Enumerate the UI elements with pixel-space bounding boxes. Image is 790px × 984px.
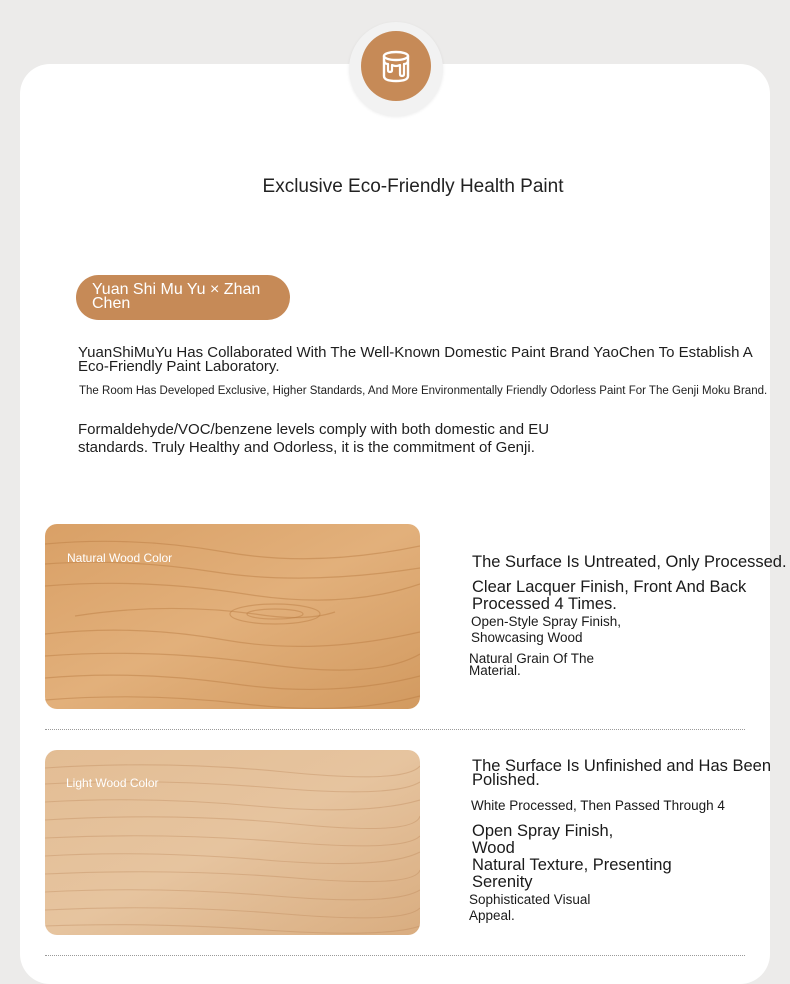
section-divider [45,729,745,730]
collab-pill [76,275,290,320]
collab-pill-line1: Yuan Shi Mu Yu × Zhan [92,281,261,298]
finish1-line2: Clear Lacquer Finish, Front And Back [472,578,747,596]
page-title: Exclusive Eco-Friendly Health Paint [262,176,564,197]
paint-bucket-icon [376,46,416,86]
intro-small-text: The Room Has Developed Exclusive, Higher Standards, And More Environmentally Friendly Odorless Paint For The Genji Moku Brand. [79,385,768,397]
finish2-line1: The Surface Is Unfinished and Has Been [472,757,772,775]
badge-ring [349,22,443,116]
standards-line1: Formaldehyde/VOC/benzene levels comply with both domestic and EU [78,421,550,438]
light-wood-swatch [45,750,420,935]
paint-bucket-badge [361,31,431,101]
intro-paragraph [78,346,790,374]
finish1-line6: Natural Grain Of The [469,651,595,666]
standards-paragraph [78,421,618,457]
natural-wood-swatch [45,524,420,709]
finish2-line7: Serenity [472,873,533,891]
finish2-line5: Wood [472,839,515,857]
finish2-line3: White Processed, Then Passed Through 4 [471,798,725,813]
finish1-line5: Showcasing Wood [471,630,583,645]
finish1-line4: Open-Style Spray Finish, [471,614,622,629]
collab-pill-line2: Chen [92,295,131,312]
light-wood-label: Light Wood Color [66,776,159,790]
natural-wood-label: Natural Wood Color [67,551,173,565]
section-divider [45,955,745,956]
standards-line2: standards. Truly Healthy and Odorless, it is the commitment of Genji. [78,439,535,456]
finish2-line2: Polished. [472,771,540,789]
finish1-line3: Processed 4 Times. [472,595,617,613]
finish2-line8: Sophisticated Visual [469,892,591,907]
intro-line2: Eco-Friendly Paint Laboratory. [78,358,280,375]
finish2-line6: Natural Texture, Presenting [472,856,672,874]
finish1-line7: Material. [469,663,521,678]
finish2-line9: Appeal. [469,908,515,923]
finish2-line4: Open Spray Finish, [472,822,614,840]
intro-line1: YuanShiMuYu Has Collaborated With The Well-Known Domestic Paint Brand YaoChen To Establish A [78,344,753,361]
finish1-line1: The Surface Is Untreated, Only Processed. [472,553,787,571]
